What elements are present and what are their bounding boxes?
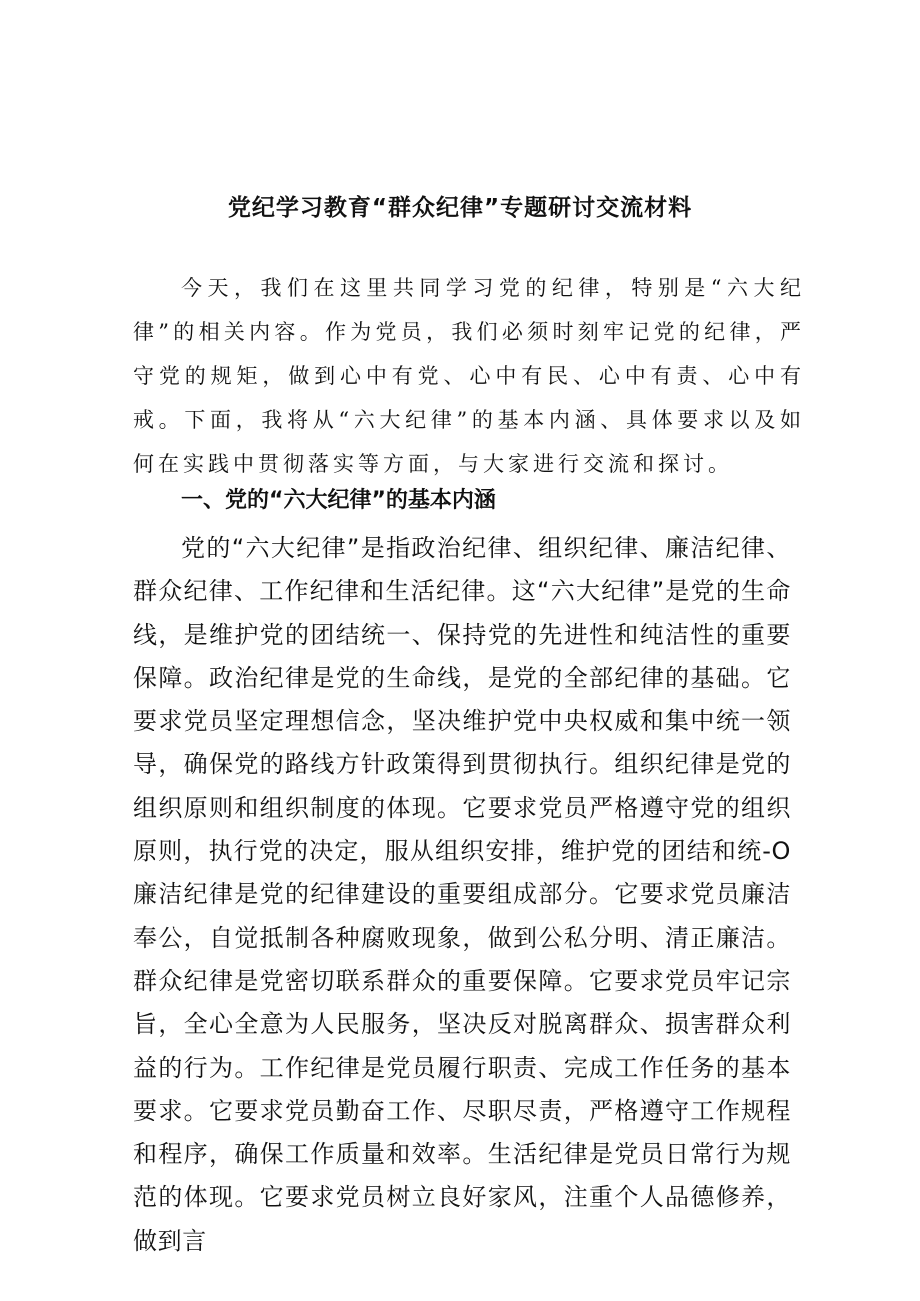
section-body-paragraph: 党的“六大纪律”是指政治纪律、组织纪律、廉洁纪律、群众纪律、工作纪律和生活纪律。这“六大纪律”是党的生命线，是维护党的团结统一、保持党的先进性和纯洁性的重要保障。政治纪律是党的生命线，是党的全部纪律的基础。它要求党员坚定理想信念，坚决维护党中央权威和集中统一领导，确保党的路线方针政策得到贯彻执行。组织纪律是党的组织原则和组织制度的体现。它要求党员严格遵守党的组织原则，执行党的决定，服从组织安排，维护党的团结和统-O廉洁纪律是党的纪律建设的重要组成部分。它要求党员廉洁奉公，自觉抵制各种腐败现象，做到公私分明、清正廉洁。群众纪律是党密切联系群众的重要保障。它要求党员牢记宗旨，全心全意为人民服务，坚决反对脱离群众、损害群众利益的行为。工作纪律是党员履行职责、完成工作任务的基本要求。它要求党员勤奋工作、尽职尽责，严格遵守工作规程和程序，确保工作质量和效率。生活纪律是党员日常行为规范的体现。它要求党员树立良好家风，注重个人品德修养，做到言 xyxy=(133,534,791,1255)
intro-paragraph: 今天，我们在这里共同学习党的纪律，特别是“六大纪律”的相关内容。作为党员，我们必须时刻牢记党的纪律，严守党的规矩，做到心中有党、心中有民、心中有责、心中有戒。下面，我将从“六大纪律”的基本内涵、具体要求以及如何在实践中贯彻落实等方面，与大家进行交流和探讨。 xyxy=(133,276,805,476)
document-title: 党纪学习教育“群众纪律”专题研讨交流材料 xyxy=(227,195,693,222)
section-heading: 一、党的“六大纪律”的基本内涵 xyxy=(181,488,496,513)
